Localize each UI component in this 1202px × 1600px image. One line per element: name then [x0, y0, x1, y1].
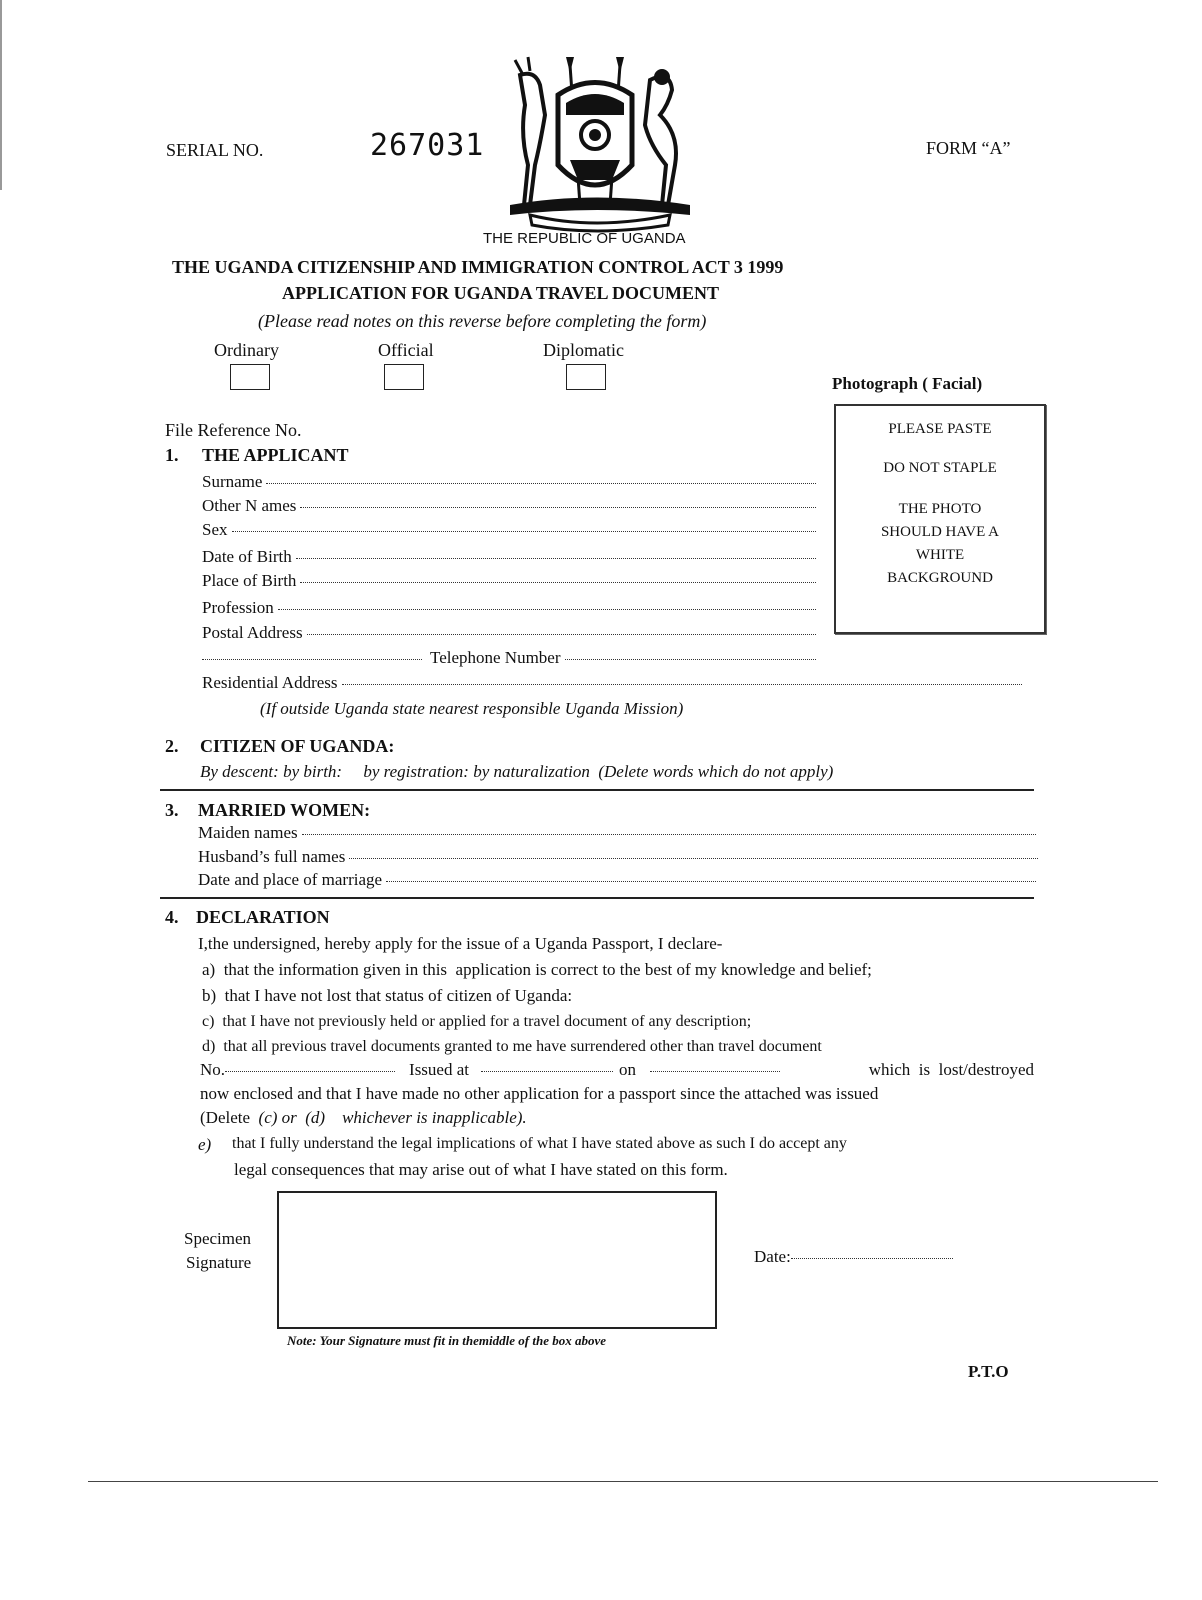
profession-field[interactable] [202, 598, 816, 618]
serial-number: 267031 [370, 128, 485, 163]
husband-names-label: Husband’s full names [198, 847, 346, 866]
photo-line: PLEASE PASTE [888, 421, 992, 437]
serial-label: SERIAL NO. [166, 140, 264, 160]
signature-note: Note: Your Signature must fit in themiddle of the box above [287, 1333, 607, 1348]
telephone-label: Telephone Number [430, 648, 561, 667]
declaration-d2-row [200, 1060, 1034, 1080]
place-of-birth-field[interactable] [202, 571, 816, 591]
residential-address-label: Residential Address [202, 673, 338, 692]
section1-number: 1. [165, 445, 179, 465]
declaration-d4 [200, 1108, 527, 1128]
maiden-names-field[interactable] [198, 823, 1036, 843]
sex-field[interactable] [202, 520, 816, 540]
coat-of-arms-emblem [500, 55, 700, 235]
declaration-a: a) that the information given in this application is correct to the best of my knowledge and belief; [202, 960, 872, 979]
maiden-names-label: Maiden names [198, 823, 298, 842]
other-names-label: Other N ames [202, 496, 297, 515]
issued-at-field[interactable] [481, 1071, 613, 1072]
photo-line: BACKGROUND [887, 570, 993, 586]
photo-box[interactable] [834, 404, 1046, 634]
doc-type-ordinary-label: Ordinary [214, 340, 279, 360]
instructions-text: (Please read notes on this reverse before completing the form) [258, 311, 707, 331]
other-names-field[interactable] [202, 496, 816, 516]
citizenship-options[interactable]: By descent: by birth: by registration: by naturalization (Delete words which do not apply) [200, 762, 834, 781]
republic-label: THE REPUBLIC OF UGANDA [483, 230, 686, 247]
photo-line: WHITE [915, 547, 965, 563]
page-scan-edge [0, 0, 2, 190]
section-divider [160, 789, 1034, 791]
section3-number: 3. [165, 800, 179, 820]
marriage-date-place-field[interactable] [198, 870, 1036, 890]
section3-title: MARRIED WOMEN: [198, 800, 371, 820]
date-of-birth-field[interactable] [202, 547, 816, 567]
surname-label: Surname [202, 472, 263, 491]
travel-doc-no-label: No. [200, 1060, 226, 1079]
doc-type-diplomatic-checkbox[interactable] [566, 364, 606, 390]
doc-type-official-label: Official [378, 340, 434, 360]
postal-address-label: Postal Address [202, 623, 303, 642]
telephone-row[interactable] [202, 648, 816, 668]
doc-type-official-checkbox[interactable] [384, 364, 424, 390]
mission-note: (If outside Uganda state nearest responsible Uganda Mission) [260, 699, 684, 718]
declaration-e-label: e) [198, 1135, 212, 1154]
photo-line: THE PHOTO [898, 501, 982, 517]
husband-names-field[interactable] [198, 847, 1038, 867]
postal-address-continued[interactable] [202, 659, 422, 660]
declaration-intro: I,the undersigned, hereby apply for the issue of a Uganda Passport, I declare- [198, 934, 723, 953]
form-label: FORM “A” [926, 138, 1011, 158]
declaration-b: b) that I have not lost that status of citizen of Uganda: [202, 986, 573, 1005]
issued-on-field[interactable] [650, 1071, 780, 1072]
declaration-e1: that I fully understand the legal implications of what I have stated above as such I do accept any [232, 1135, 847, 1152]
signature-label: Signature [186, 1253, 252, 1272]
section2-number: 2. [165, 736, 179, 756]
date-field[interactable] [791, 1258, 953, 1259]
postal-address-field[interactable] [202, 623, 816, 643]
place-of-birth-label: Place of Birth [202, 571, 297, 590]
date-of-birth-label: Date of Birth [202, 547, 292, 566]
page-bottom-line [88, 1481, 1158, 1482]
doc-type-ordinary-checkbox[interactable] [230, 364, 270, 390]
issued-on-label: on [619, 1060, 636, 1079]
photo-line: DO NOT STAPLE [883, 460, 997, 476]
profession-label: Profession [202, 598, 274, 617]
section4-number: 4. [165, 907, 179, 927]
act-title: THE UGANDA CITIZENSHIP AND IMMIGRATION CONTROL ACT 3 1999 [172, 257, 784, 277]
photo-line: SHOULD HAVE A [880, 524, 1000, 540]
signature-box[interactable] [277, 1191, 717, 1329]
travel-doc-no-field[interactable] [225, 1071, 395, 1072]
section4-title: DECLARATION [196, 907, 330, 927]
marriage-date-place-label: Date and place of marriage [198, 870, 383, 889]
lost-destroyed-label: which is lost/destroyed [868, 1060, 1034, 1079]
residential-address-field[interactable] [202, 673, 1022, 693]
declaration-d3: now enclosed and that I have made no other application for a passport since the attached was issued [200, 1084, 879, 1103]
signature-date-row [754, 1247, 953, 1267]
section1-title: THE APPLICANT [202, 445, 349, 465]
pto-label: P.T.O [968, 1362, 1009, 1381]
doc-type-diplomatic-label: Diplomatic [543, 340, 624, 360]
declaration-c: c) that I have not previously held or applied for a travel document of any description; [202, 1013, 752, 1030]
declaration-d1: d) that all previous travel documents granted to me have surrendered other than travel document [202, 1038, 822, 1055]
delete-instruction: (c) or (d) whichever is inapplicable). [258, 1108, 527, 1127]
sex-label: Sex [202, 520, 228, 539]
file-reference-label: File Reference No. [165, 420, 302, 440]
photo-label: Photograph ( Facial) [832, 374, 983, 393]
surname-field[interactable] [202, 472, 816, 492]
section2-title: CITIZEN OF UGANDA: [200, 736, 395, 756]
section-divider [160, 897, 1034, 899]
specimen-label: Specimen [184, 1229, 252, 1248]
declaration-e2: legal consequences that may arise out of what I have stated on this form. [234, 1160, 728, 1179]
issued-at-label: Issued at [409, 1060, 469, 1079]
date-label: Date: [754, 1247, 791, 1266]
form-title: APPLICATION FOR UGANDA TRAVEL DOCUMENT [282, 283, 720, 303]
delete-label: (Delete [200, 1108, 251, 1127]
